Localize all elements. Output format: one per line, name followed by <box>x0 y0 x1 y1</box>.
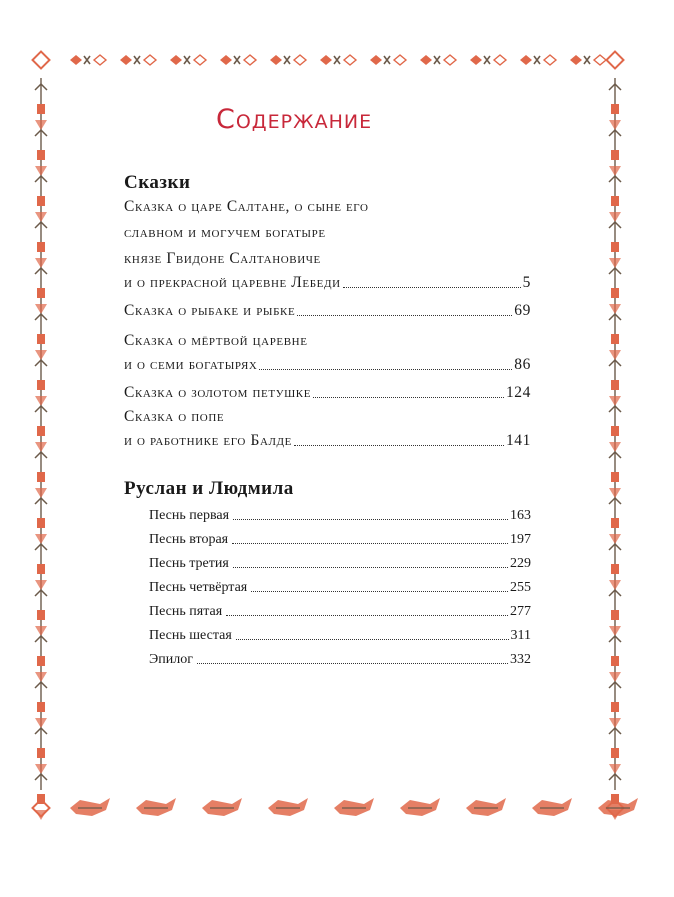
toc-entry[interactable]: Песнь третия 229 <box>149 556 531 571</box>
leader-dots <box>297 315 512 316</box>
folk-motif-icon <box>270 55 306 65</box>
bottom-ornament-band <box>70 798 638 816</box>
page-number: 124 <box>505 384 531 401</box>
leader-dots <box>236 639 509 640</box>
toc-entry-line: Сказка о попе <box>124 408 225 425</box>
folk-motif-icon <box>570 55 606 65</box>
toc-entry[interactable]: Песнь вторая 197 <box>149 532 531 547</box>
leader-dots <box>232 543 508 544</box>
folk-bird-icon <box>334 798 374 816</box>
folk-motif-icon <box>320 55 356 65</box>
toc-entry[interactable]: Песнь пятая 277 <box>149 604 531 619</box>
page-number: 5 <box>522 274 531 291</box>
folk-bird-icon <box>532 798 572 816</box>
corner-diamond-icon <box>607 52 624 69</box>
right-ornament-band <box>609 78 621 820</box>
folk-bird-icon <box>400 798 440 816</box>
toc-entry-line: Сказка о мёртвой царевне <box>124 332 308 349</box>
folk-motif-icon <box>70 55 106 65</box>
toc-entry[interactable]: и о работнике его Балде 141 <box>124 432 531 449</box>
top-ornament-band <box>70 55 606 65</box>
section-heading: Сказки <box>124 172 191 193</box>
folk-motif-icon <box>470 55 506 65</box>
folk-bird-icon <box>202 798 242 816</box>
page-number: 277 <box>510 604 531 619</box>
leader-dots <box>343 287 521 288</box>
toc-entry[interactable]: Песнь шестая 311 <box>149 628 531 643</box>
toc-entry-line: князе Гвидоне Салтановиче <box>124 250 321 267</box>
folk-bird-icon <box>466 798 506 816</box>
leader-dots <box>251 591 508 592</box>
page-number: 141 <box>505 432 531 449</box>
page-number: 229 <box>510 556 531 571</box>
leader-dots <box>233 519 508 520</box>
folk-motif-icon <box>370 55 406 65</box>
page-number: 197 <box>510 532 531 547</box>
page-number: 255 <box>510 580 531 595</box>
toc-entry[interactable]: Эпилог 332 <box>149 652 531 667</box>
page-number: 69 <box>514 302 531 319</box>
corner-diamond-icon <box>33 52 50 69</box>
folk-motif-icon <box>520 55 556 65</box>
page-number: 332 <box>510 652 531 667</box>
leader-dots <box>226 615 508 616</box>
leader-dots <box>233 567 508 568</box>
folk-motif-icon <box>220 55 256 65</box>
toc-entry[interactable]: и о семи богатырях 86 <box>124 356 531 373</box>
folk-motif-icon <box>120 55 156 65</box>
toc-entry[interactable]: и о прекрасной царевне Лебеди 5 <box>124 274 531 291</box>
folk-bird-icon <box>268 798 308 816</box>
folk-bird-icon <box>70 798 110 816</box>
toc-entry-line: славном и могучем богатыре <box>124 224 326 241</box>
folk-bird-icon <box>136 798 176 816</box>
toc-entry[interactable]: Сказка о рыбаке и рыбке 69 <box>124 302 531 319</box>
folk-motif-icon <box>170 55 206 65</box>
leader-dots <box>313 397 504 398</box>
toc-entry-line: Сказка о царе Салтане, о сыне его <box>124 198 369 215</box>
toc-entry[interactable]: Сказка о золотом петушке 124 <box>124 384 531 401</box>
page-title: Содержание <box>216 104 373 135</box>
page-number: 311 <box>510 628 531 643</box>
folk-motif-icon <box>420 55 456 65</box>
section-heading: Руслан и Людмила <box>124 478 294 499</box>
left-ornament-band <box>35 78 47 820</box>
toc-entry[interactable]: Песнь четвёртая 255 <box>149 580 531 595</box>
leader-dots <box>259 369 512 370</box>
page-number: 86 <box>514 356 531 373</box>
leader-dots <box>294 445 504 446</box>
page-number: 163 <box>510 508 531 523</box>
leader-dots <box>197 663 508 664</box>
toc-entry[interactable]: Песнь первая 163 <box>149 508 531 523</box>
